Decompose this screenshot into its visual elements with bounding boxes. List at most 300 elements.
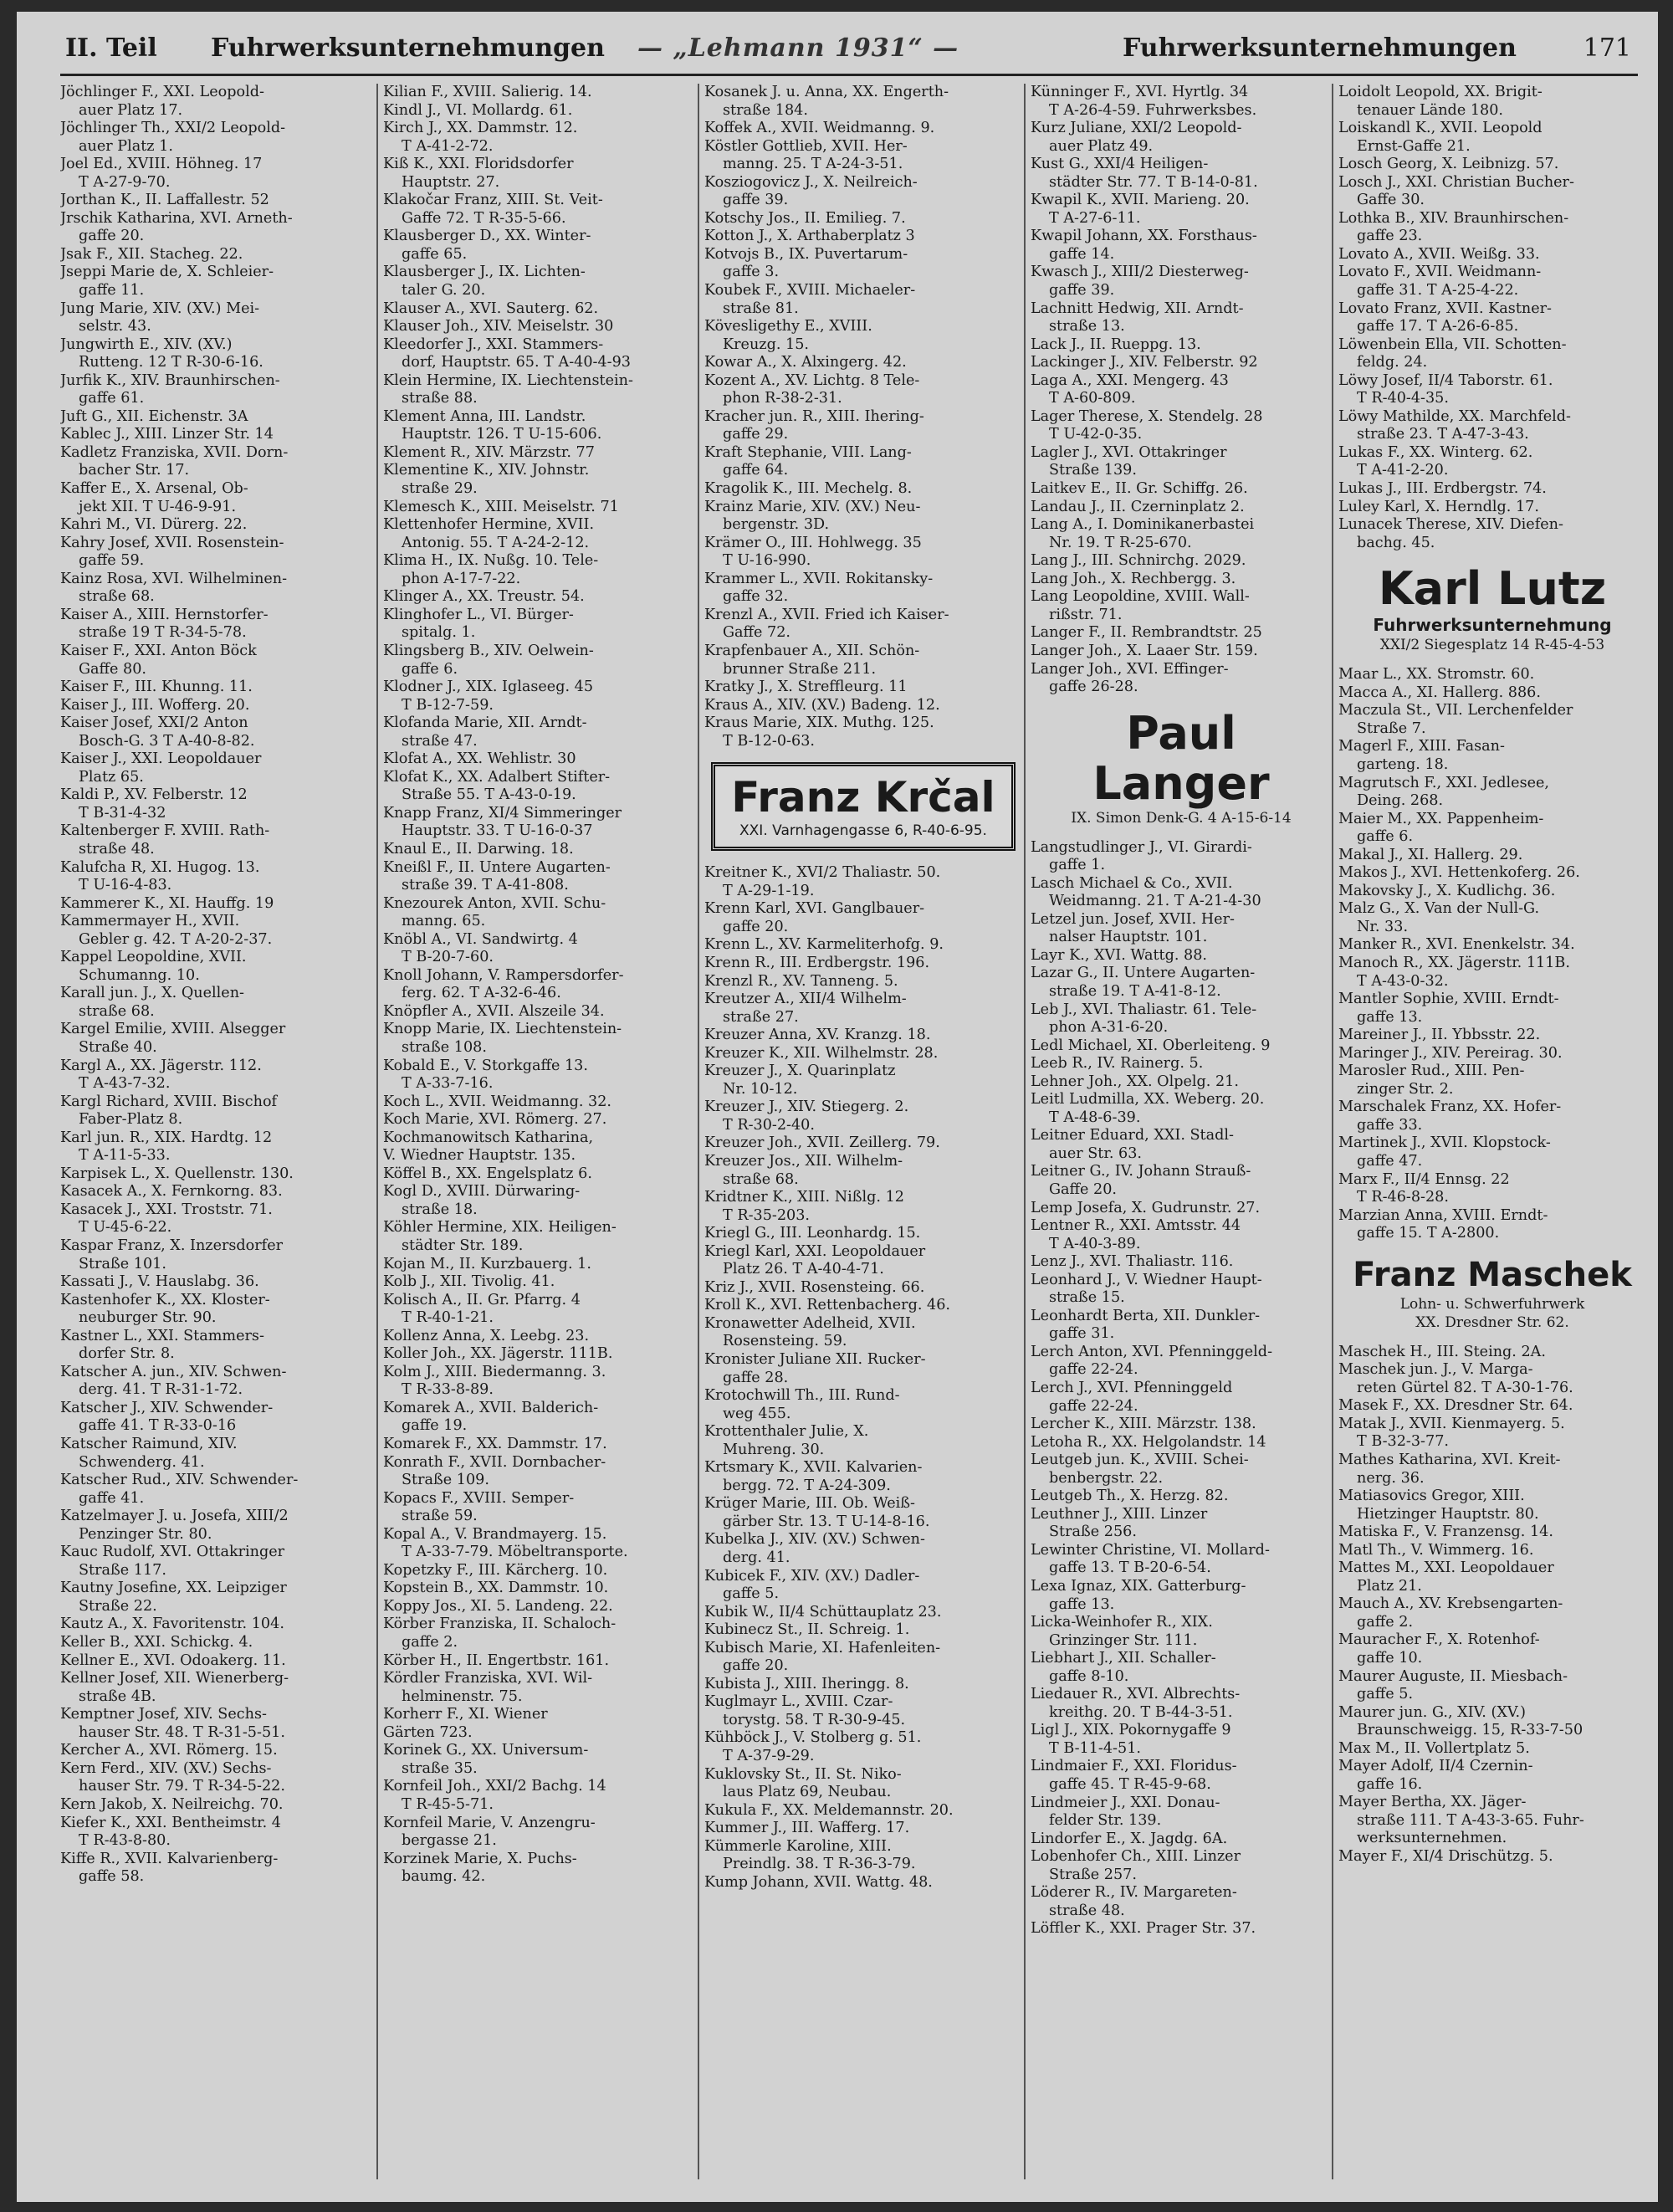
directory-entry-line: gaffe 10. (1357, 1650, 1423, 1667)
directory-entry-line: Lothka B., XIV. Braunhirschen- (1338, 209, 1569, 227)
directory-entry-line: Kozent A., XV. Lichtg. 8 Tele- (704, 371, 920, 389)
directory-entry-line: Kaffer E., X. Arsenal, Ob- (60, 480, 248, 498)
directory-entry-line: Mauracher F., X. Rotenhof- (1338, 1631, 1540, 1649)
directory-entry-line: Losch J., XXI. Christian Bucher- (1338, 173, 1574, 191)
directory-entry-line: Kurz Juliane, XXI/2 Leopold- (1031, 120, 1242, 137)
column-4-entries-bottom (1031, 839, 1332, 1938)
directory-entry-line: Kump Johann, XVII. Wattg. 48. (704, 1873, 933, 1891)
directory-entry-line: Kracher jun. R., XIII. Ihering- (704, 407, 924, 425)
directory-entry-line: Muhreng. 30. (723, 1441, 825, 1458)
directory-entry-line: Kriegl Karl, XXI. Leopoldauer (704, 1242, 926, 1260)
directory-entry-line: Krenn L., XV. Karmeliterhofg. 9. (704, 936, 944, 954)
directory-entry-line: Laitkev E., II. Gr. Schiffg. 26. (1031, 480, 1248, 498)
column-2 (376, 84, 691, 2179)
directory-entry-line: Leuthner J., XIII. Linzer (1031, 1505, 1208, 1523)
directory-entry-line: Kubinecz St., II. Schreig. 1. (704, 1621, 910, 1639)
directory-entry-line: Ligl J., XIX. Pokornygaffe 9 (1031, 1722, 1231, 1739)
directory-entry-line: Langer F., II. Rembrandtstr. 25 (1031, 624, 1262, 642)
directory-entry-line: Lasch Michael & Co., XVII. (1031, 874, 1233, 892)
directory-entry-line: Kwapil Johann, XX. Forsthaus- (1031, 228, 1257, 245)
directory-entry-line: Rosensteing. 59. (723, 1333, 847, 1350)
directory-entry-line: gaffe 5. (723, 1585, 780, 1603)
directory-entry-line: gaffe 15. T A-2800. (1357, 1225, 1500, 1242)
column-1 (60, 84, 368, 2179)
ad-name: Paul Langer (1092, 706, 1270, 810)
directory-entry-line: Kust G., XXI/4 Heiligen- (1031, 156, 1209, 173)
directory-entry-line: Lindorfer E., X. Jagdg. 6A. (1031, 1830, 1228, 1847)
directory-entry-line: T R-43-8-80. (79, 1832, 171, 1850)
directory-entry-line: nalser Hauptstr. 101. (1049, 929, 1208, 946)
directory-entry-line: phon R-38-2-31. (723, 390, 842, 407)
directory-entry-line: Letoha R., XX. Helgolandstr. 14 (1031, 1433, 1266, 1451)
directory-entry-line: Katscher A. jun., XIV. Schwen- (60, 1363, 287, 1380)
directory-entry-line: straße 48. (1049, 1902, 1125, 1919)
directory-entry-line: Mayer Adolf, II/4 Czernin- (1338, 1758, 1533, 1775)
directory-entry-line: Max M., II. Vollertplatz 5. (1338, 1739, 1530, 1757)
directory-entry-line: Licka-Weinhofer R., XIX. (1031, 1614, 1213, 1631)
directory-entry-line: Klementine K., XIV. Johnstr. (383, 462, 590, 479)
directory-entry-line: T U-45-6-22. (79, 1219, 172, 1237)
directory-entry-line: gaffe 20. (723, 1657, 789, 1675)
directory-entry-line: Leb J., XVI. Thaliastr. 61. Tele- (1031, 1001, 1257, 1018)
directory-entry-line: Straße 139. (1049, 462, 1137, 479)
directory-entry-line: Schumanng. 10. (79, 966, 200, 984)
directory-entry-line: gaffe 16. (1357, 1775, 1423, 1793)
directory-entry-line: Kaiser Josef, XXI/2 Anton (60, 714, 248, 732)
directory-entry-line: nerg. 36. (1357, 1469, 1425, 1487)
directory-entry-line: gaffe 31. T A-25-4-22. (1357, 282, 1519, 300)
directory-entry-line: Straße 7. (1357, 719, 1426, 737)
directory-entry-line: Kollenz Anna, X. Leebg. 23. (383, 1327, 590, 1344)
directory-entry-line: Martinek J., XVII. Klopstock- (1338, 1134, 1551, 1152)
directory-entry-line: T R-33-8-89. (402, 1381, 494, 1399)
directory-entry-line: Klofat K., XX. Adalbert Stifter- (383, 768, 611, 786)
directory-entry-line: Knaul E., II. Darwing. 18. (383, 840, 574, 858)
directory-entry-line: Laga A., XXI. Mengerg. 43 (1031, 371, 1229, 389)
ad-address: XXI/2 Siegesplatz 14 R-45-4-53 (1379, 637, 1605, 654)
directory-entry-line: Knapp Franz, XI/4 Simmeringer (383, 804, 622, 822)
directory-entry-line: Lehner Joh., XX. Olpelg. 21. (1031, 1073, 1239, 1090)
directory-entry-line: Korinek G., XX. Universum- (383, 1742, 589, 1759)
directory-entry-line: Kaldi P., XV. Felberstr. 12 (60, 786, 248, 804)
directory-entry-line: Klofanda Marie, XII. Arndt- (383, 714, 587, 732)
directory-entry-line: Köhler Hermine, XIX. Heiligen- (383, 1219, 617, 1237)
directory-entry-line: Lazar G., II. Untere Augarten- (1031, 965, 1256, 982)
directory-entry-line: Kreuzer Jos., XII. Wilhelm- (704, 1152, 903, 1170)
directory-entry-line: Krapfenbauer A., XII. Schön- (704, 642, 920, 659)
directory-entry-line: Lindmaier F., XXI. Floridus- (1031, 1758, 1237, 1775)
left-section-title: Fuhrwerksunternehmungen (211, 33, 605, 63)
directory-entry-line: jekt XII. T U-46-9-91. (79, 498, 237, 515)
directory-entry-line: Magrutsch F., XXI. Jedlesee, (1338, 774, 1550, 791)
directory-entry-line: bergenstr. 3D. (723, 516, 830, 534)
directory-entry-line: Kammermayer H., XVII. (60, 913, 240, 930)
directory-entry-line: Karall jun. J., X. Quellen- (60, 985, 244, 1002)
directory-entry-line: Kautny Josefine, XX. Leipziger (60, 1580, 287, 1597)
directory-entry-line: Kellner E., XVI. Odoakerg. 11. (60, 1651, 286, 1669)
directory-entry-line: Jurfik K., XIV. Braunhirschen- (60, 371, 280, 389)
directory-entry-line: Losch Georg, X. Leibnizg. 57. (1338, 156, 1559, 173)
directory-entry-line: Kubisch Marie, XI. Hafenleiten- (704, 1639, 941, 1656)
directory-entry-line: Matl Th., V. Wimmerg. 16. (1338, 1541, 1534, 1559)
directory-entry-line: T U-16-990. (723, 552, 811, 570)
directory-entry-line: straße 184. (723, 101, 808, 119)
directory-entry-line: taler G. 20. (402, 282, 486, 300)
directory-entry-line: Kindl J., VI. Mollardg. 61. (383, 101, 573, 119)
directory-entry-line: Jöchlinger Th., XXI/2 Leopold- (60, 120, 286, 137)
directory-entry-line: Bosch-G. 3 T A-40-8-82. (79, 732, 255, 750)
directory-entry-line: Kreuzer K., XII. Wilhelmstr. 28. (704, 1044, 939, 1062)
directory-entry-line: Deing. 268. (1357, 792, 1444, 810)
directory-entry-line: T A-60-809. (1049, 390, 1136, 407)
directory-entry-line: Kargl A., XX. Jägerstr. 112. (60, 1057, 262, 1074)
directory-entry-line: Leutgeb Th., X. Herzg. 82. (1031, 1487, 1229, 1505)
directory-entry-line: Kappel Leopoldine, XVII. (60, 949, 247, 966)
directory-entry-line: gaffe 23. (1357, 228, 1423, 245)
directory-entry-line: Kern Jakob, X. Neilreichg. 70. (60, 1795, 284, 1813)
directory-entry-line: Kirch J., XX. Dammstr. 12. (383, 120, 578, 137)
directory-entry-line: Hauptstr. 126. T U-15-606. (402, 426, 602, 443)
directory-entry-line: T B-12-7-59. (402, 696, 494, 714)
directory-entry-line: Langer Joh., X. Laaer Str. 159. (1031, 642, 1258, 659)
directory-entry-line: straße 111. T A-43-3-65. Fuhr- (1357, 1811, 1584, 1829)
directory-entry-line: Leutgeb jun. K., XVIII. Schei- (1031, 1452, 1249, 1469)
directory-entry-line: Mantler Sophie, XVIII. Erndt- (1338, 991, 1559, 1008)
directory-entry-line: Kaiser F., III. Khunng. 11. (60, 678, 253, 696)
directory-entry-line: Kopstein B., XX. Dammstr. 10. (383, 1580, 609, 1597)
directory-entry-line: Löwy Mathilde, XX. Marchfeld- (1338, 407, 1571, 425)
directory-entry-line: gaffe 20. (79, 228, 145, 245)
directory-entry-line: Koffek A., XVII. Weidmanng. 9. (704, 120, 935, 137)
directory-entry-line: bergasse 21. (402, 1832, 497, 1850)
directory-entry-line: Koch L., XVII. Weidmanng. 32. (383, 1093, 612, 1110)
directory-entry-line: Jung Marie, XIV. (XV.) Mei- (60, 300, 260, 317)
directory-entry-line: Manker R., XVI. Enenkelstr. 34. (1338, 936, 1575, 954)
directory-entry-line: gaffe 61. (79, 390, 145, 407)
directory-entry-line: Koubek F., XVIII. Michaeler- (704, 282, 916, 300)
directory-entry-line: straße 15. (1049, 1289, 1125, 1307)
directory-entry-line: Klein Hermine, IX. Liechtenstein- (383, 371, 633, 389)
directory-entry-line: Lovato Franz, XVII. Kastner- (1338, 300, 1552, 317)
directory-entry-line: Kautz A., X. Favoritenstr. 104. (60, 1615, 284, 1633)
directory-entry-line: straße 48. (79, 840, 155, 858)
directory-entry-line: Krottenthaler Julie, X. (704, 1423, 869, 1441)
directory-entry-line: Kuglmayr L., XVIII. Czar- (704, 1693, 893, 1711)
directory-entry-line: Lovato A., XVII. Weißg. 33. (1338, 245, 1540, 263)
page-number: 171 (1583, 33, 1631, 63)
directory-entry-line: Klausberger J., IX. Lichten- (383, 264, 586, 281)
directory-entry-line: Kaiser F., XXI. Anton Böck (60, 642, 257, 659)
entry-columns (60, 84, 1641, 2179)
directory-entry-line: gaffe 13. (1357, 1008, 1423, 1026)
directory-entry-line: Hauptstr. 33. T U-16-0-37 (402, 822, 593, 840)
directory-entry-line: T A-40-3-89. (1049, 1235, 1141, 1252)
directory-entry-line: Knopp Marie, IX. Liechtenstein- (383, 1021, 622, 1038)
directory-entry-line: Mathes Katharina, XVI. Kreit- (1338, 1452, 1561, 1468)
directory-entry-line: Kotton J., X. Arthaberplatz 3 (704, 228, 915, 245)
directory-entry-line: Lang J., III. Schnirchg. 2029. (1031, 552, 1246, 570)
directory-entry-line: Klinghofer L., VI. Bürger- (383, 606, 574, 623)
directory-entry-line: Kubicek F., XIV. (XV.) Dadler- (704, 1567, 920, 1585)
directory-entry-line: Kolb J., XII. Tivolig. 41. (383, 1273, 555, 1291)
directory-entry-line: straße 68. (79, 588, 155, 606)
directory-entry-line: Kövesligethy E., XVIII. (704, 318, 872, 335)
directory-entry-line: hauser Str. 48. T R-31-5-51. (79, 1723, 285, 1741)
directory-entry-line: T R-30-2-40. (723, 1116, 815, 1134)
directory-entry-line: straße 81. (723, 300, 799, 317)
directory-entry-line: gaffe 20. (723, 918, 789, 935)
column-5-entries-mid (1338, 666, 1646, 1243)
ad-name: Karl Lutz (1378, 562, 1607, 616)
directory-entry-line: Nr. 10-12. (723, 1080, 798, 1098)
directory-entry-line: Faber-Platz 8. (79, 1111, 183, 1129)
right-section-title: Fuhrwerksunternehmungen (1123, 33, 1517, 63)
directory-entry-line: Kammerer K., XI. Hauffg. 19 (60, 894, 274, 912)
directory-entry-line: Leitner G., IV. Johann Strauß- (1031, 1163, 1251, 1180)
directory-entry-line: gaffe 3. (723, 264, 780, 281)
directory-entry-line: reten Gürtel 82. T A-30-1-76. (1357, 1379, 1573, 1396)
directory-entry-line: Kastner L., XXI. Stammers- (60, 1327, 264, 1344)
directory-entry-line: Lagler J., XVI. Ottakringer (1031, 443, 1227, 461)
directory-entry-line: Kern Ferd., XIV. (XV.) Sechs- (60, 1759, 272, 1777)
directory-entry-line: derg. 41. (723, 1549, 790, 1567)
directory-entry-line: Krtsmary K., XVII. Kalvarien- (704, 1459, 923, 1477)
directory-entry-line: Löwenbein Ella, VII. Schotten- (1338, 335, 1567, 353)
directory-entry-line: auer Platz 1. (79, 137, 173, 155)
directory-entry-line: Komarek A., XVII. Balderich- (383, 1399, 599, 1416)
directory-entry-line: Kaltenberger F. XVIII. Rath- (60, 822, 270, 840)
directory-entry-line: Lewinter Christine, VI. Mollard- (1031, 1541, 1270, 1559)
directory-entry-line: Lentner R., XXI. Amtsstr. 44 (1031, 1217, 1241, 1235)
directory-entry-line: Magerl F., XIII. Fasan- (1338, 738, 1505, 755)
directory-entry-line: Lukas F., XX. Winterg. 62. (1338, 443, 1533, 461)
directory-entry-line: phon A-17-7-22. (402, 570, 521, 587)
directory-entry-line: Manoch R., XX. Jägerstr. 111B. (1338, 954, 1570, 971)
directory-entry-line: gaffe 2. (1357, 1613, 1414, 1631)
directory-entry-line: Kronawetter Adelheid, XVII. (704, 1314, 916, 1332)
advertisement-karl-lutz (1342, 564, 1643, 654)
directory-entry-line: Matak J., XVII. Kienmayerg. 5. (1338, 1415, 1565, 1432)
directory-entry-line: Klima H., IX. Nußg. 10. Tele- (383, 552, 599, 570)
directory-entry-line: Knezourek Anton, XVII. Schu- (383, 894, 606, 912)
advertisement-franz-maschek (1342, 1255, 1643, 1332)
directory-entry-line: weg 455. (723, 1405, 791, 1422)
directory-entry-line: Karl jun. R., XIX. Hardtg. 12 (60, 1129, 273, 1146)
directory-entry-line: straße 68. (79, 1002, 155, 1020)
directory-entry-line: Kriegl G., III. Leonhardg. 15. (704, 1225, 921, 1242)
directory-entry-line: T A-43-7-32. (79, 1075, 171, 1093)
directory-entry-line: straße 35. (402, 1759, 478, 1777)
directory-entry-line: Kaiser J., III. Wofferg. 20. (60, 696, 250, 714)
directory-entry-line: gaffe 32. (723, 588, 789, 606)
ad-address: IX. Simon Denk-G. 4 A-15-6-14 (1071, 809, 1292, 827)
directory-entry-line: Lager Therese, X. Stendelg. 28 (1031, 407, 1263, 425)
directory-entry-line: gaffe 17. T A-26-6-85. (1357, 318, 1519, 335)
directory-entry-line: Lukas J., III. Erdbergstr. 74. (1338, 480, 1547, 498)
directory-entry-line: T R-45-5-71. (402, 1795, 494, 1813)
directory-entry-line: Landau J., II. Czerninplatz 2. (1031, 498, 1245, 515)
directory-entry-line: Lerch Anton, XVI. Pfenninggeld- (1031, 1343, 1273, 1360)
directory-entry-line: tenauer Lände 180. (1357, 101, 1503, 119)
directory-entry-line: Leeb R., IV. Rainerg. 5. (1031, 1055, 1204, 1073)
directory-entry-line: T U-16-4-83. (79, 877, 172, 894)
directory-entry-line: Lobenhofer Ch., XIII. Linzer (1031, 1848, 1241, 1866)
directory-entry-line: Kemptner Josef, XIV. Sechs- (60, 1706, 267, 1723)
directory-entry-line: Loiskandl K., XVII. Leopold (1338, 120, 1543, 137)
advertisement-franz-krcal (711, 762, 1016, 851)
directory-entry-line: Koch Marie, XVI. Römerg. 27. (383, 1111, 607, 1129)
directory-entry-line: Weidmanng. 21. T A-21-4-30 (1049, 893, 1261, 910)
directory-entry-line: gaffe 58. (79, 1868, 145, 1886)
directory-entry-line: Ernst-Gaffe 21. (1357, 137, 1471, 155)
directory-entry-line: Kauc Rudolf, XVI. Ottakringer (60, 1544, 285, 1561)
directory-entry-line: Malz G., X. Van der Null-G. (1338, 900, 1540, 918)
directory-entry-line: Straße 101. (79, 1255, 166, 1272)
column-5 (1332, 84, 1646, 2179)
directory-entry-line: straße 27. (723, 1008, 799, 1026)
directory-entry-line: manng. 65. (402, 913, 486, 930)
directory-entry-line: straße 47. (402, 732, 478, 750)
directory-entry-line: gaffe 31. (1049, 1325, 1115, 1343)
directory-entry-line: gaffe 26-28. (1049, 678, 1138, 696)
directory-entry-line: Marx F., II/4 Ennsg. 22 (1338, 1170, 1510, 1188)
directory-entry-line: Kubik W., II/4 Schüttauplatz 23. (704, 1603, 942, 1621)
directory-entry-line: selstr. 43. (79, 318, 151, 335)
directory-entry-line: Klement R., XIV. Märzstr. 77 (383, 443, 595, 461)
directory-entry-line: Kalufcha R, XI. Hugog. 13. (60, 858, 260, 876)
directory-entry-line: Kotschy Jos., II. Emilieg. 7. (704, 209, 906, 227)
directory-entry-line: Marosler Rud., XIII. Pen- (1338, 1062, 1525, 1080)
directory-entry-line: Gebler g. 42. T A-20-2-37. (79, 930, 273, 948)
directory-entry-line: gaffe 45. T R-45-9-68. (1049, 1776, 1211, 1794)
directory-entry-line: straße 4B. (79, 1687, 156, 1705)
directory-entry-line: T B-11-4-51. (1049, 1739, 1141, 1757)
directory-entry-line: Liedauer R., XVI. Albrechts- (1031, 1686, 1241, 1703)
directory-entry-line: Körber Franziska, II. Schaloch- (383, 1615, 617, 1633)
directory-entry-line: Kornfeil Marie, V. Anzengru- (383, 1814, 596, 1831)
directory-entry-line: Jrschik Katharina, XVI. Arneth- (60, 209, 293, 227)
directory-entry-line: gaffe 22-24. (1049, 1361, 1138, 1379)
directory-entry-line: Kainz Rosa, XVI. Wilhelminen- (60, 570, 288, 587)
directory-entry-line: Jungwirth E., XIV. (XV.) (60, 335, 233, 353)
directory-entry-line: Kosanek J. u. Anna, XX. Engerth- (704, 84, 949, 100)
directory-entry-line: Kaiser J., XXI. Leopoldauer (60, 750, 262, 768)
ad-address: XXI. Varnhagengasse 6, R-40-6-95. (739, 822, 987, 840)
directory-entry-line: straße 108. (402, 1038, 487, 1056)
directory-page (17, 12, 1658, 2202)
directory-entry-line: Penzinger Str. 80. (79, 1525, 212, 1543)
directory-entry-line: gaffe 22-24. (1049, 1397, 1138, 1415)
directory-entry-line: Lenz J., XVI. Thaliastr. 116. (1031, 1253, 1234, 1271)
directory-entry-line: Platz 26. T A-40-4-71. (723, 1261, 884, 1278)
directory-entry-line: gaffe 5. (1357, 1686, 1414, 1703)
directory-entry-line: Kümmerle Karoline, XIII. (704, 1837, 892, 1855)
directory-entry-line: Gaffe 72. T R-35-5-66. (402, 209, 566, 227)
directory-entry-line: Kroll K., XVI. Rettenbacherg. 46. (704, 1297, 951, 1314)
directory-entry-line: Leitner Eduard, XXI. Stadl- (1031, 1127, 1234, 1144)
directory-entry-line: Köstler Gottlieb, XVII. Her- (704, 137, 908, 155)
column-3-entries-bottom (704, 864, 1022, 1892)
directory-entry-line: Kummer J., III. Wafferg. 17. (704, 1820, 910, 1837)
directory-entry-line: T A-29-1-19. (723, 882, 815, 899)
directory-entry-line: Kopetzky F., III. Kärcherg. 10. (383, 1561, 608, 1579)
directory-entry-line: Kojan M., II. Kurzbauerg. 1. (383, 1255, 591, 1272)
directory-entry-line: Kellner Josef, XII. Wienerberg- (60, 1670, 289, 1687)
directory-entry-line: Kolm J., XIII. Biedermanng. 3. (383, 1363, 606, 1380)
directory-entry-line: städter Str. 189. (402, 1237, 524, 1254)
directory-entry-line: bacher Str. 17. (79, 462, 190, 479)
directory-entry-line: Jöchlinger F., XXI. Leopold- (60, 84, 264, 100)
directory-entry-line: Künninger F., XVI. Hyrtlg. 34 (1031, 84, 1249, 100)
directory-entry-line: gaffe 6. (1357, 828, 1414, 846)
directory-entry-line: Knöbl A., VI. Sandwirtg. 4 (383, 930, 578, 948)
directory-entry-line: straße 88. (402, 390, 478, 407)
directory-entry-line: Kowar A., X. Alxingerg. 42. (704, 354, 907, 371)
directory-entry-line: bergg. 72. T A-24-309. (723, 1477, 891, 1494)
directory-entry-line: Rutteng. 12 T R-30-6-16. (79, 354, 263, 371)
directory-entry-line: Mattes M., XXI. Leopoldauer (1338, 1559, 1554, 1577)
directory-entry-line: Kriz J., XVII. Rosensteing. 66. (704, 1278, 925, 1296)
center-title: — „Lehmann 1931“ — (637, 33, 959, 63)
directory-entry-line: T B-12-0-63. (723, 732, 815, 750)
directory-entry-line: Kochmanowitsch Katharina, (383, 1129, 594, 1146)
directory-entry-line: Krammer L., XVII. Rokitansky- (704, 570, 934, 587)
directory-entry-line: Klement Anna, III. Landstr. (383, 407, 586, 425)
directory-entry-line: straße 39. T A-41-808. (402, 877, 569, 894)
directory-entry-line: Layr K., XVI. Wattg. 88. (1031, 946, 1208, 964)
directory-entry-line: Braunschweigg. 15, R-33-7-50 (1357, 1722, 1583, 1739)
directory-entry-line: Kobald E., V. Storkgaffe 13. (383, 1057, 588, 1074)
directory-entry-line: neuburger Str. 90. (79, 1309, 217, 1327)
directory-entry-line: Kargel Emilie, XVIII. Alsegger (60, 1021, 286, 1038)
directory-entry-line: Kwasch J., XIII/2 Diesterweg- (1031, 264, 1249, 281)
directory-entry-line: Kablec J., XIII. Linzer Str. 14 (60, 426, 274, 443)
directory-entry-line: Klausberger D., XX. Winter- (383, 228, 591, 245)
directory-entry-line: straße 13. (1049, 318, 1125, 335)
directory-entry-line: Koppy Jos., XI. 5. Landeng. 22. (383, 1597, 613, 1615)
directory-entry-line: Klemesch K., XIII. Meiselstr. 71 (383, 498, 619, 515)
directory-entry-line: Ledl Michael, XI. Oberleiteng. 9 (1031, 1037, 1271, 1054)
directory-entry-line: Luley Karl, X. Herndlg. 17. (1338, 498, 1539, 515)
directory-entry-line: gärber Str. 13. T U-14-8-16. (723, 1513, 930, 1530)
directory-entry-line: straße 59. (402, 1508, 478, 1525)
directory-entry-line: gaffe 65. (402, 245, 468, 263)
directory-entry-line: Kleedorfer J., XXI. Stammers- (383, 335, 604, 353)
column-4 (1024, 84, 1332, 2179)
directory-entry-line: hauser Str. 79. T R-34-5-22. (79, 1778, 285, 1795)
directory-entry-line: Keller B., XXI. Schickg. 4. (60, 1634, 253, 1651)
directory-entry-line: Gaffe 72. (723, 624, 791, 642)
directory-entry-line: Straße 55. T A-43-0-19. (402, 786, 576, 804)
directory-entry-line: dorf, Hauptstr. 65. T A-40-4-93 (402, 354, 631, 371)
directory-entry-line: spitalg. 1. (402, 624, 476, 642)
directory-entry-line: Matiska F., V. Franzensg. 14. (1338, 1523, 1553, 1541)
directory-entry-line: Jseppi Marie de, X. Schleier- (60, 264, 274, 281)
directory-entry-line: gaffe 39. (723, 192, 789, 209)
directory-entry-line: T B-31-4-32 (79, 804, 166, 822)
directory-entry-line: Lang Joh., X. Rechbergg. 3. (1031, 570, 1236, 587)
directory-entry-line: Kreuzer J., X. Quarinplatz (704, 1062, 896, 1080)
directory-entry-line: Lunacek Therese, XIV. Diefen- (1338, 516, 1563, 534)
directory-entry-line: Straße 40. (79, 1038, 157, 1056)
directory-entry-line: Gaffe 80. (79, 660, 147, 678)
directory-entry-line: Lindmeier J., XXI. Donau- (1031, 1794, 1220, 1811)
directory-entry-line: Nr. 19. T R-25-670. (1049, 534, 1192, 551)
directory-entry-line: Lack J., II. Rueppg. 13. (1031, 335, 1201, 353)
column-3-entries-top (704, 84, 1022, 750)
directory-entry-line: Kronister Juliane XII. Rucker- (704, 1351, 926, 1368)
directory-entry-line: Klofat A., XX. Wehlistr. 30 (383, 750, 576, 768)
